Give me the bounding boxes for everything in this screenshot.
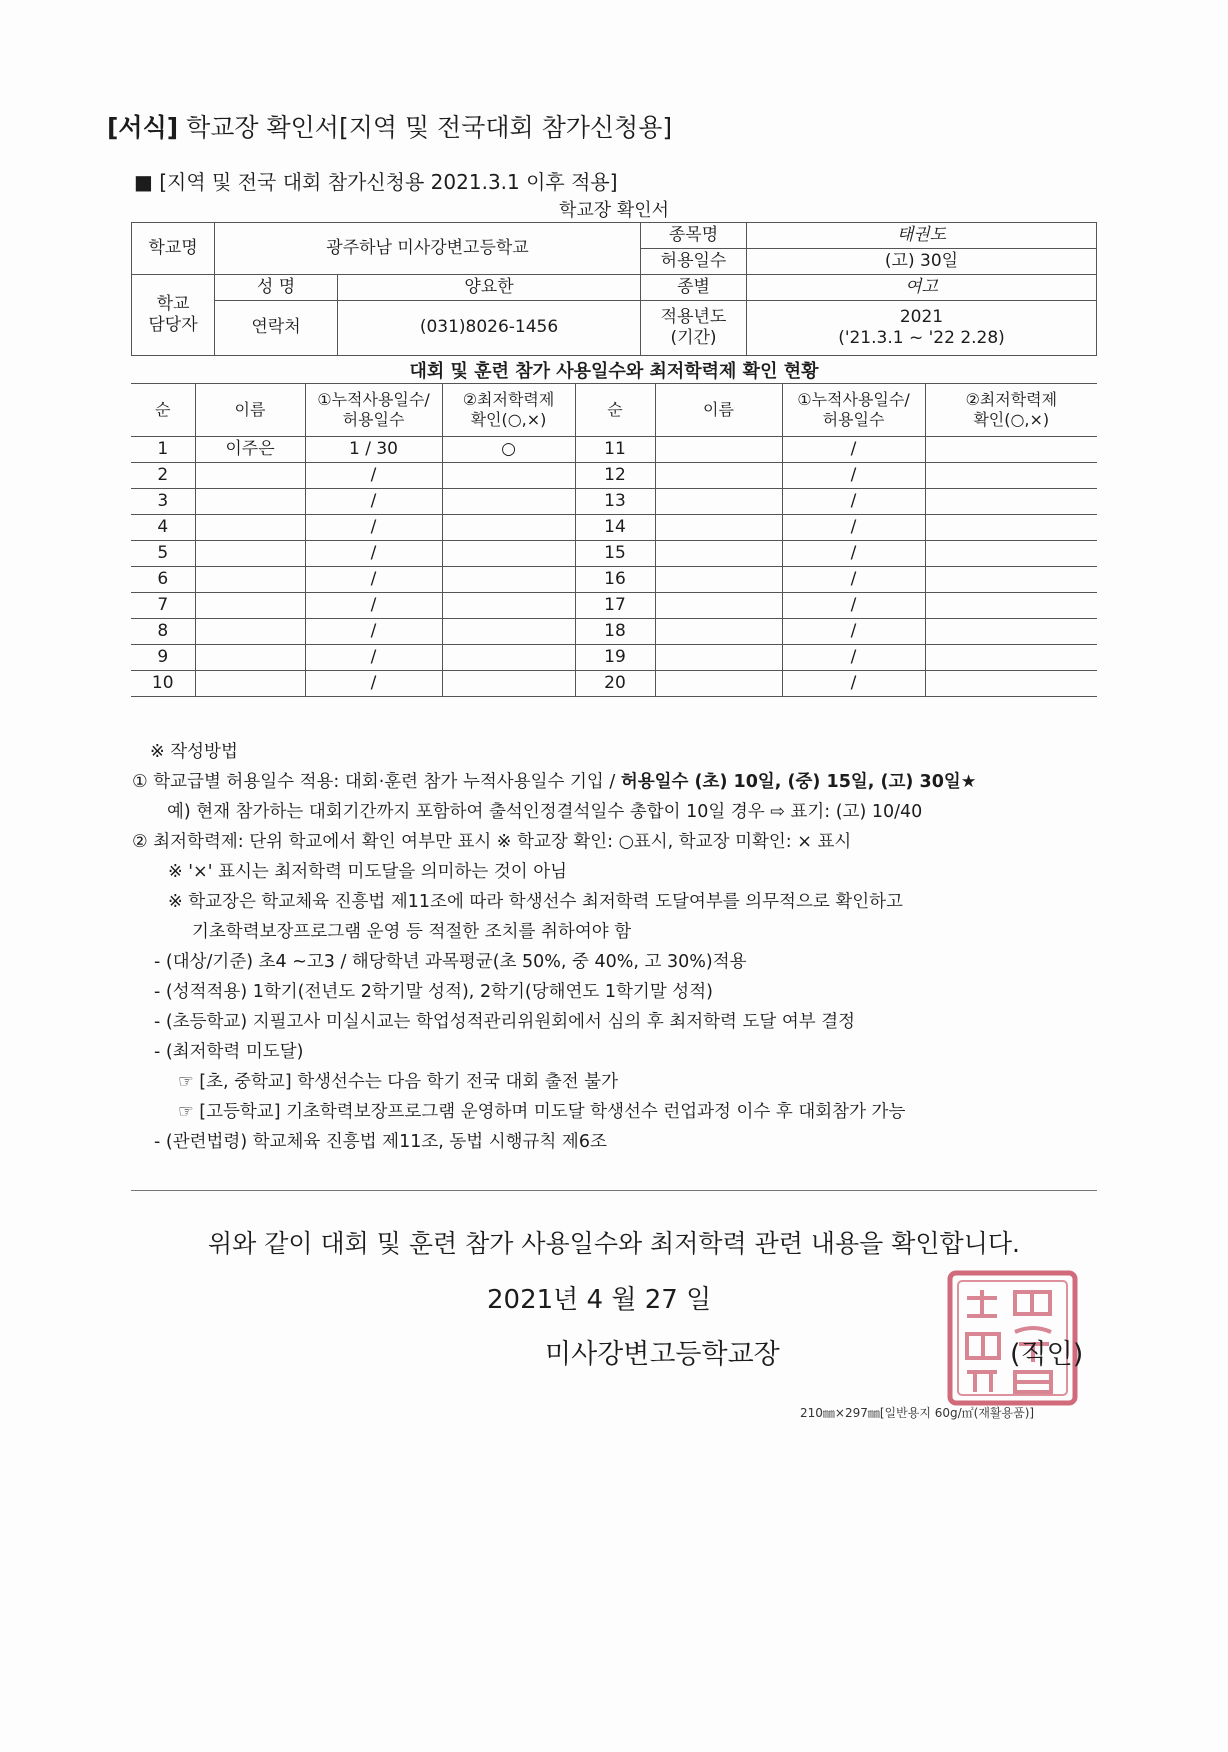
cell-no: 20 (575, 671, 655, 697)
cell-no: 14 (575, 515, 655, 541)
cell-name (195, 463, 305, 489)
year-label: 적용년도 (기간) (641, 301, 747, 356)
cell-used: 1 / 30 (305, 437, 442, 463)
cell-used: / (305, 671, 442, 697)
cell-no: 16 (575, 567, 655, 593)
cell-used: / (782, 671, 925, 697)
cell-name (655, 671, 782, 697)
header-name: 이름 (195, 384, 305, 437)
contact-value: (031)8026-1456 (338, 301, 641, 356)
instructions-heading: ※ 작성방법 (150, 742, 238, 762)
instruction-line: ※ '×' 표시는 최저학력 미도달을 의미하는 것이 아님 (168, 862, 568, 882)
instruction-line: 기초학력보장프로그램 운영 등 적절한 조치를 취하여야 함 (192, 922, 632, 942)
year-cell (747, 301, 1097, 356)
cell-no: 7 (131, 593, 195, 619)
cell-no: 15 (575, 541, 655, 567)
cell-check (925, 645, 1097, 671)
table-row (131, 463, 1097, 489)
seal-label: (직인) (1010, 1339, 1084, 1370)
subtitle: ■ [지역 및 전국 대회 참가신청용 2021.3.1 이후 적용] (134, 170, 618, 194)
table-row (131, 619, 1097, 645)
form-tag: [서식] (107, 113, 179, 142)
table-row (131, 645, 1097, 671)
cell-no: 11 (575, 437, 655, 463)
cell-name (655, 515, 782, 541)
cell-no: 1 (131, 437, 195, 463)
table-row (131, 567, 1097, 593)
name-label: 성 명 (215, 275, 338, 301)
cell-check (925, 671, 1097, 697)
table-row (131, 671, 1097, 697)
table-caption: 대회 및 훈련 참가 사용일수와 최저학력제 확인 현황 (409, 361, 819, 382)
cell-name (195, 593, 305, 619)
header-used: ①누적사용일수/ 허용일수 (782, 384, 925, 437)
cell-name (655, 463, 782, 489)
instruction-line: - (대상/기준) 초4 ~고3 / 해당학년 과목평균(초 50%, 중 40%, 고 30%)적용 (154, 952, 747, 972)
cell-no: 10 (131, 671, 195, 697)
cell-name (655, 541, 782, 567)
usage-table (131, 383, 1097, 697)
cell-check: ○ (442, 437, 575, 463)
cell-used: / (782, 541, 925, 567)
instruction-line: ※ 학교장은 학교체육 진흥법 제11조에 따라 학생선수 최저학력 도달여부를 의무적으로 확인하고 (168, 892, 903, 912)
principal-title: 미사강변고등학교장 (545, 1339, 780, 1370)
school-value: 광주하남 미사강변고등학교 (215, 223, 641, 275)
table-row (131, 593, 1097, 619)
cell-check (925, 619, 1097, 645)
event-label: 종목명 (641, 223, 747, 249)
cell-name (195, 619, 305, 645)
cell-no: 19 (575, 645, 655, 671)
form-title (107, 108, 672, 144)
table-row (131, 489, 1097, 515)
cell-name (195, 645, 305, 671)
cell-used: / (782, 437, 925, 463)
cell-check (925, 489, 1097, 515)
header-check: ②최저학력제 확인(○,×) (925, 384, 1097, 437)
cell-no: 9 (131, 645, 195, 671)
cell-no: 5 (131, 541, 195, 567)
cell-check (442, 489, 575, 515)
cell-name (195, 489, 305, 515)
cell-name (195, 671, 305, 697)
gender-value: 여고 (747, 275, 1097, 301)
cell-check (442, 515, 575, 541)
year-value: 2021 (899, 306, 944, 327)
instruction-line: - (최저학력 미도달) (154, 1042, 304, 1062)
name-value: 양요한 (338, 275, 641, 301)
cell-check (442, 671, 575, 697)
cell-check (442, 593, 575, 619)
cell-used: / (782, 645, 925, 671)
cell-no: 17 (575, 593, 655, 619)
cell-name (655, 489, 782, 515)
header-no: 순 (575, 384, 655, 437)
cell-no: 3 (131, 489, 195, 515)
cell-used: / (305, 489, 442, 515)
cell-used: / (305, 541, 442, 567)
period-value: ('21.3.1 ~ '22 2.28) (838, 328, 1005, 348)
divider (131, 1190, 1097, 1191)
cell-check (442, 619, 575, 645)
cell-name (195, 567, 305, 593)
cell-name (655, 593, 782, 619)
instruction-line: ☞ [초, 중학교] 학생선수는 다음 학기 전국 대회 출전 불가 (178, 1072, 618, 1092)
header-check: ②최저학력제 확인(○,×) (442, 384, 575, 437)
gender-label: 종별 (641, 275, 747, 301)
cell-name (655, 437, 782, 463)
cell-used: / (782, 489, 925, 515)
cell-used: / (782, 515, 925, 541)
instruction-line (132, 768, 976, 793)
cell-no: 2 (131, 463, 195, 489)
table-header-row (131, 384, 1097, 437)
cell-used: / (782, 619, 925, 645)
paper-spec: 210㎜×297㎜[일반용지 60g/㎡(재활용품)] (800, 1406, 1035, 1420)
contact-label: 연락처 (215, 301, 338, 356)
cell-check (442, 541, 575, 567)
cell-check (925, 515, 1097, 541)
cell-used: / (305, 645, 442, 671)
instruction-line: - (초등학교) 지필고사 미실시교는 학업성적관리위원회에서 심의 후 최저학력 도달 여부 결정 (154, 1012, 856, 1032)
header-used: ①누적사용일수/ 허용일수 (305, 384, 442, 437)
table-row (131, 437, 1097, 463)
cell-check (925, 593, 1097, 619)
cell-check (442, 645, 575, 671)
instruction-line: 예) 현재 참가하는 대회기간까지 포함하여 출석인정결석일수 총합이 10일 경우 ⇨ 표기: (고) 10/40 (167, 802, 923, 822)
cell-used: / (305, 593, 442, 619)
cell-used: / (305, 515, 442, 541)
cell-no: 8 (131, 619, 195, 645)
table-row (131, 541, 1097, 567)
cell-name (655, 567, 782, 593)
instruction-text: ① 학교급별 허용일수 적용: 대회·훈련 참가 누적사용일수 기입 / (132, 772, 621, 792)
allowed-days-label: 허용일수 (641, 249, 747, 275)
instruction-line: ② 최저학력제: 단위 학교에서 확인 여부만 표시 ※ 학교장 확인: ○표시, 학교장 미확인: × 표시 (132, 832, 852, 852)
confirmation-date: 2021년 4 월 27 일 (487, 1285, 712, 1315)
cell-check (925, 437, 1097, 463)
cell-used: / (305, 463, 442, 489)
instruction-line: ☞ [고등학교] 기초학력보장프로그램 운영하며 미도달 학생선수 런업과정 이수 후 대회참가 가능 (178, 1102, 906, 1122)
form-title-text: 학교장 확인서[지역 및 전국대회 참가신청용] (186, 113, 673, 142)
table-row (131, 515, 1097, 541)
cell-check (925, 567, 1097, 593)
allowed-days-value: (고) 30일 (747, 249, 1097, 275)
cell-name (655, 619, 782, 645)
cell-used: / (782, 567, 925, 593)
cell-name: 이주은 (195, 437, 305, 463)
cell-no: 18 (575, 619, 655, 645)
allowed-days-note: 허용일수 (초) 10일, (중) 15일, (고) 30일★ (620, 772, 977, 792)
info-table (131, 222, 1097, 356)
cell-check (442, 463, 575, 489)
cell-no: 4 (131, 515, 195, 541)
cell-check (925, 463, 1097, 489)
manager-label: 학교 담당자 (132, 275, 215, 356)
school-label: 학교명 (132, 223, 215, 275)
cell-used: / (305, 567, 442, 593)
event-value: 태권도 (747, 223, 1097, 249)
instruction-line: - (관련법령) 학교체육 진흥법 제11조, 동법 시행규칙 제6조 (154, 1132, 607, 1152)
confirmation-title: 학교장 확인서 (558, 200, 670, 221)
cell-check (442, 567, 575, 593)
confirmation-statement: 위와 같이 대회 및 훈련 참가 사용일수와 최저학력 관련 내용을 확인합니다. (208, 1229, 1020, 1258)
cell-name (195, 515, 305, 541)
cell-no: 12 (575, 463, 655, 489)
header-name: 이름 (655, 384, 782, 437)
cell-check (925, 541, 1097, 567)
cell-used: / (782, 463, 925, 489)
cell-no: 6 (131, 567, 195, 593)
instruction-line: - (성적적용) 1학기(전년도 2학기말 성적), 2학기(당해연도 1학기말 성적) (154, 982, 713, 1002)
cell-used: / (782, 593, 925, 619)
cell-name (655, 645, 782, 671)
cell-name (195, 541, 305, 567)
cell-used: / (305, 619, 442, 645)
cell-no: 13 (575, 489, 655, 515)
header-no: 순 (131, 384, 195, 437)
